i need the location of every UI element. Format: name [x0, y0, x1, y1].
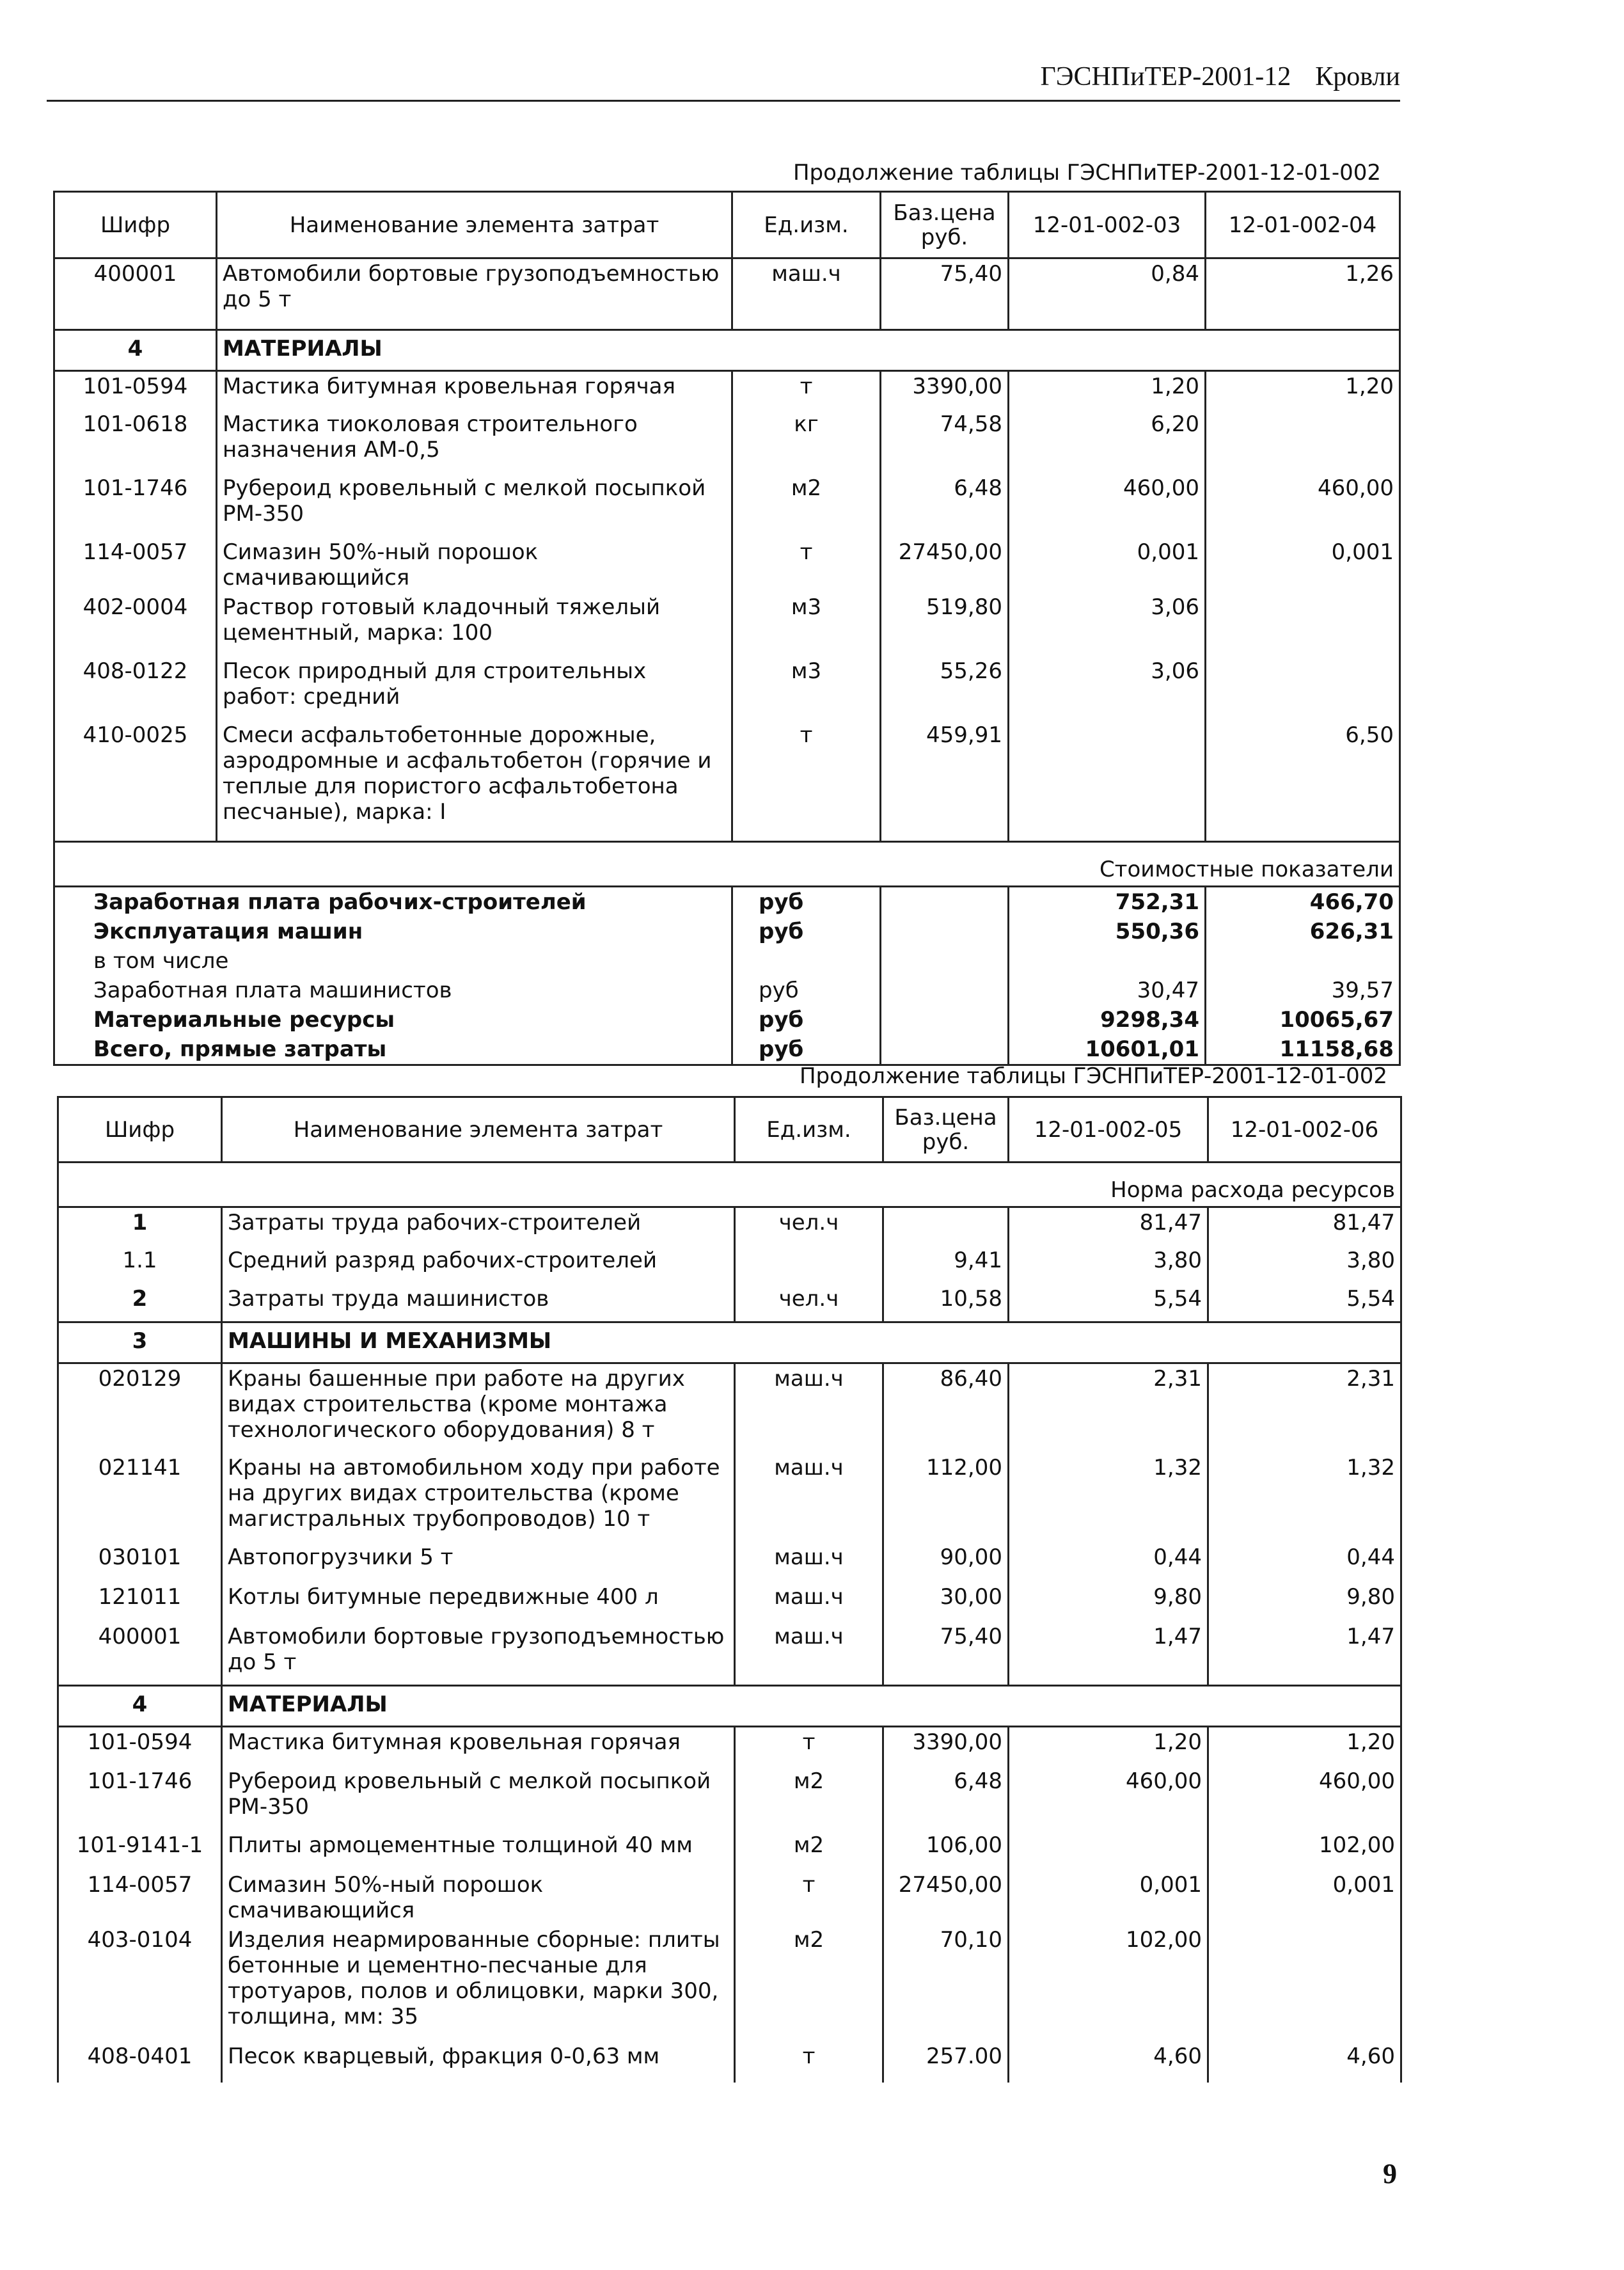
cost-label: Эксплуатация машин: [54, 917, 732, 946]
col-header: Баз.цена руб.: [881, 192, 1009, 258]
section-title: МАТЕРИАЛЫ: [217, 330, 1400, 371]
table-row: [54, 371, 1400, 409]
unit-cell: маш.ч: [735, 1543, 883, 1582]
name-cell: Рубероид кровельный с мелкой посыпкой РМ-350: [217, 473, 732, 537]
name-cell: Автопогрузчики 5 т: [222, 1543, 735, 1582]
cost-value: 10065,67: [1206, 1005, 1400, 1035]
table-row: [58, 1246, 1401, 1284]
price-cell: 70,10: [883, 1925, 1009, 2042]
cost-empty: [881, 917, 1009, 946]
value-cell: 1,32: [1009, 1453, 1208, 1543]
cost-row: [54, 887, 1400, 917]
cost-unit: [732, 946, 881, 976]
value-cell: [1208, 1925, 1401, 2042]
cost-row: [54, 1005, 1400, 1035]
cost-empty: [881, 946, 1009, 976]
value-cell: [1009, 720, 1206, 842]
value-cell: 1,47: [1009, 1622, 1208, 1686]
price-cell: 6,48: [881, 473, 1009, 537]
name-cell: Затраты труда машинистов: [222, 1284, 735, 1322]
unit-cell: т: [732, 720, 881, 842]
name-cell: Мастика битумная кровельная горячая: [217, 371, 732, 409]
price-cell: 459,91: [881, 720, 1009, 842]
value-cell: 5,54: [1009, 1284, 1208, 1322]
code-cell: 030101: [58, 1543, 222, 1582]
value-cell: 81,47: [1208, 1207, 1401, 1246]
code-cell: 1: [58, 1207, 222, 1246]
section-row: [58, 1322, 1401, 1363]
table-row: [54, 592, 1400, 656]
unit-cell: маш.ч: [735, 1582, 883, 1622]
price-cell: 6,48: [883, 1766, 1009, 1830]
value-cell: 2,31: [1009, 1363, 1208, 1453]
table-row: [58, 1727, 1401, 1766]
code-cell: 400001: [58, 1622, 222, 1686]
table-row: [54, 409, 1400, 473]
unit-cell: м2: [735, 1766, 883, 1830]
value-cell: 1,26: [1206, 258, 1400, 330]
cost-value: 10601,01: [1009, 1035, 1206, 1065]
section-number: 4: [58, 1686, 222, 1727]
cost-label: Всего, прямые затраты: [54, 1035, 732, 1065]
unit-cell: т: [732, 537, 881, 592]
name-cell: Котлы битумные передвижные 400 л: [222, 1582, 735, 1622]
value-cell: 0,001: [1009, 537, 1206, 592]
table-row: [58, 1207, 1401, 1246]
name-cell: Краны башенные при работе на других видах строительства (кроме монтажа технологического оборудования) 8 т: [222, 1363, 735, 1453]
unit-cell: м2: [735, 1830, 883, 1870]
price-cell: 257.00: [883, 2042, 1009, 2083]
unit-cell: м3: [732, 656, 881, 720]
value-cell: 1,32: [1208, 1453, 1401, 1543]
price-cell: 75,40: [883, 1622, 1009, 1686]
price-cell: 27450,00: [883, 1870, 1009, 1925]
code-cell: 400001: [54, 258, 217, 330]
table-row: [58, 1830, 1401, 1870]
section-number: 3: [58, 1322, 222, 1363]
value-cell: 3,06: [1009, 592, 1206, 656]
running-header: [1040, 61, 1400, 92]
cost-empty: [881, 976, 1009, 1005]
value-cell: 1,20: [1208, 1727, 1401, 1766]
name-cell: Затраты труда рабочих-строителей: [222, 1207, 735, 1246]
table-row: [54, 720, 1400, 842]
value-cell: 0,001: [1206, 537, 1400, 592]
table1-header: [54, 192, 1400, 258]
col-header: Шифр: [54, 192, 217, 258]
cost-value: 550,36: [1009, 917, 1206, 946]
cost-value: 30,47: [1009, 976, 1206, 1005]
value-cell: 6,50: [1206, 720, 1400, 842]
cost-empty: [881, 1005, 1009, 1035]
cost-label: в том числе: [54, 946, 732, 976]
cost-empty: [881, 887, 1009, 917]
code-cell: 101-0594: [54, 371, 217, 409]
name-cell: Мастика битумная кровельная горячая: [222, 1727, 735, 1766]
name-cell: Плиты армоцементные толщиной 40 мм: [222, 1830, 735, 1870]
unit-cell: чел.ч: [735, 1207, 883, 1246]
unit-cell: т: [735, 2042, 883, 2083]
unit-cell: чел.ч: [735, 1284, 883, 1322]
col-header: Баз.цена руб.: [883, 1097, 1009, 1163]
table-row: [54, 258, 1400, 330]
name-cell: Рубероид кровельный с мелкой посыпкой РМ-350: [222, 1766, 735, 1830]
unit-cell: м2: [732, 473, 881, 537]
norm-title-row-text: Норма расхода ресурсов: [58, 1163, 1401, 1207]
col-header: 12-01-002-04: [1206, 192, 1400, 258]
code-cell: 114-0057: [54, 537, 217, 592]
table-row: [58, 1453, 1401, 1543]
cost-value: 466,70: [1206, 887, 1400, 917]
unit-cell: маш.ч: [732, 258, 881, 330]
section-row: [58, 1686, 1401, 1727]
name-cell: Автомобили бортовые грузоподъемностью до 5 т: [222, 1622, 735, 1686]
cost-label: Заработная плата рабочих-строителей: [54, 887, 732, 917]
value-cell: 1,20: [1009, 1727, 1208, 1766]
name-cell: Симазин 50%-ный порошок смачивающийся: [222, 1870, 735, 1925]
price-cell: 74,58: [881, 409, 1009, 473]
value-cell: 3,80: [1009, 1246, 1208, 1284]
table2-header: [58, 1097, 1401, 1163]
col-header: Ед.изм.: [732, 192, 881, 258]
cost-label: Материальные ресурсы: [54, 1005, 732, 1035]
cost-row: [54, 976, 1400, 1005]
value-cell: 4,60: [1208, 2042, 1401, 2083]
code-cell: 402-0004: [54, 592, 217, 656]
table-row: [54, 656, 1400, 720]
section-title: МАТЕРИАЛЫ: [222, 1686, 1401, 1727]
value-cell: 2,31: [1208, 1363, 1401, 1453]
price-cell: 27450,00: [881, 537, 1009, 592]
cost-title-row-text: Стоимостные показатели: [54, 842, 1400, 887]
value-cell: 81,47: [1009, 1207, 1208, 1246]
cost-empty: [881, 1035, 1009, 1065]
value-cell: 6,20: [1009, 409, 1206, 473]
code-cell: 408-0122: [54, 656, 217, 720]
header-rule: [47, 100, 1400, 102]
cost-row: [54, 946, 1400, 976]
col-header: Наименование элемента затрат: [222, 1097, 735, 1163]
price-cell: 55,26: [881, 656, 1009, 720]
value-cell: 3,80: [1208, 1246, 1401, 1284]
price-cell: 30,00: [883, 1582, 1009, 1622]
code-cell: 403-0104: [58, 1925, 222, 2042]
cost-value: 9298,34: [1009, 1005, 1206, 1035]
value-cell: 3,06: [1009, 656, 1206, 720]
price-cell: 86,40: [883, 1363, 1009, 1453]
cost-value: 39,57: [1206, 976, 1400, 1005]
value-cell: 0,44: [1009, 1543, 1208, 1582]
cost-value: 752,31: [1009, 887, 1206, 917]
value-cell: [1206, 409, 1400, 473]
value-cell: [1009, 1830, 1208, 1870]
price-cell: 112,00: [883, 1453, 1009, 1543]
value-cell: 460,00: [1206, 473, 1400, 537]
price-cell: 106,00: [883, 1830, 1009, 1870]
table-row: [58, 1622, 1401, 1686]
table-row: [58, 1284, 1401, 1322]
value-cell: 1,47: [1208, 1622, 1401, 1686]
price-cell: [883, 1207, 1009, 1246]
cost-unit: руб: [732, 917, 881, 946]
table-row: [58, 1766, 1401, 1830]
unit-cell: м3: [732, 592, 881, 656]
value-cell: 1,20: [1009, 371, 1206, 409]
code-cell: 101-1746: [54, 473, 217, 537]
code-cell: 2: [58, 1284, 222, 1322]
unit-cell: маш.ч: [735, 1363, 883, 1453]
col-header: Шифр: [58, 1097, 222, 1163]
table1: [53, 191, 1401, 1066]
col-header: 12-01-002-03: [1009, 192, 1206, 258]
unit-cell: маш.ч: [735, 1622, 883, 1686]
cost-row: [54, 1035, 1400, 1065]
table-row: [54, 473, 1400, 537]
cost-label: Заработная плата машинистов: [54, 976, 732, 1005]
table1-caption: Продолжение таблицы ГЭСНПиТЕР-2001-12-01-002: [792, 160, 1381, 186]
name-cell: Изделия неармированные сборные: плиты бетонные и цементно-песчаные для тротуаров, полов и облицовки, марки 300, толщина, мм: 35: [222, 1925, 735, 2042]
header-code: ГЭСНПиТЕР-2001-12: [1040, 62, 1291, 91]
unit-cell: кг: [732, 409, 881, 473]
cost-value: 11158,68: [1206, 1035, 1400, 1065]
price-cell: 3390,00: [883, 1727, 1009, 1766]
table2-caption: Продолжение таблицы ГЭСНПиТЕР-2001-12-01-002: [799, 1063, 1387, 1089]
cost-unit: руб: [732, 976, 881, 1005]
code-cell: 408-0401: [58, 2042, 222, 2083]
unit-cell: [735, 1246, 883, 1284]
unit-cell: маш.ч: [735, 1453, 883, 1543]
price-cell: 9,41: [883, 1246, 1009, 1284]
col-header: 12-01-002-05: [1009, 1097, 1208, 1163]
code-cell: 101-0594: [58, 1727, 222, 1766]
col-header: 12-01-002-06: [1208, 1097, 1401, 1163]
code-cell: 021141: [58, 1453, 222, 1543]
value-cell: 460,00: [1009, 1766, 1208, 1830]
value-cell: 0,001: [1208, 1870, 1401, 1925]
name-cell: Песок кварцевый, фракция 0-0,63 мм: [222, 2042, 735, 2083]
value-cell: 5,54: [1208, 1284, 1401, 1322]
code-cell: 101-1746: [58, 1766, 222, 1830]
name-cell: Средний разряд рабочих-строителей: [222, 1246, 735, 1284]
name-cell: Симазин 50%-ный порошок смачивающийся: [217, 537, 732, 592]
value-cell: 4,60: [1009, 2042, 1208, 2083]
table-row: [58, 1543, 1401, 1582]
value-cell: [1206, 592, 1400, 656]
value-cell: 460,00: [1009, 473, 1206, 537]
cost-value: [1009, 946, 1206, 976]
code-cell: 410-0025: [54, 720, 217, 842]
code-cell: 121011: [58, 1582, 222, 1622]
section-title: МАШИНЫ И МЕХАНИЗМЫ: [222, 1322, 1401, 1363]
value-cell: 102,00: [1208, 1830, 1401, 1870]
cost-unit: руб: [732, 887, 881, 917]
table-row: [54, 537, 1400, 592]
code-cell: 020129: [58, 1363, 222, 1453]
section-number: 4: [54, 330, 217, 371]
price-cell: 519,80: [881, 592, 1009, 656]
value-cell: 9,80: [1208, 1582, 1401, 1622]
code-cell: 114-0057: [58, 1870, 222, 1925]
name-cell: Краны на автомобильном ходу при работе на других видах строительства (кроме магистральных трубопроводов) 10 т: [222, 1453, 735, 1543]
price-cell: 90,00: [883, 1543, 1009, 1582]
cost-title-row: [54, 842, 1400, 887]
table-row: [58, 1363, 1401, 1453]
table-row: [58, 2042, 1401, 2083]
price-cell: 10,58: [883, 1284, 1009, 1322]
value-cell: 0,44: [1208, 1543, 1401, 1582]
code-cell: 101-9141-1: [58, 1830, 222, 1870]
name-cell: Мастика тиоколовая строительного назначения АМ-0,5: [217, 409, 732, 473]
price-cell: 75,40: [881, 258, 1009, 330]
cost-unit: руб: [732, 1005, 881, 1035]
value-cell: 0,001: [1009, 1870, 1208, 1925]
cost-unit: руб: [732, 1035, 881, 1065]
unit-cell: т: [732, 371, 881, 409]
norm-title-row: [58, 1163, 1401, 1207]
code-cell: 1.1: [58, 1246, 222, 1284]
unit-cell: т: [735, 1870, 883, 1925]
col-header: Ед.изм.: [735, 1097, 883, 1163]
name-cell: Песок природный для строительных работ: средний: [217, 656, 732, 720]
table2: [57, 1096, 1402, 2083]
name-cell: Автомобили бортовые грузоподъемностью до 5 т: [217, 258, 732, 330]
name-cell: Раствор готовый кладочный тяжелый цементный, марка: 100: [217, 592, 732, 656]
cost-value: [1206, 946, 1400, 976]
value-cell: 460,00: [1208, 1766, 1401, 1830]
price-cell: 3390,00: [881, 371, 1009, 409]
unit-cell: т: [735, 1727, 883, 1766]
value-cell: [1206, 656, 1400, 720]
col-header: Наименование элемента затрат: [217, 192, 732, 258]
name-cell: Смеси асфальтобетонные дорожные, аэродромные и асфальтобетон (горячие и теплые для пористого асфальтобетона песчаные), марка: I: [217, 720, 732, 842]
code-cell: 101-0618: [54, 409, 217, 473]
value-cell: 9,80: [1009, 1582, 1208, 1622]
page-number: 9: [1383, 2158, 1397, 2189]
cost-value: 626,31: [1206, 917, 1400, 946]
cost-row: [54, 917, 1400, 946]
section-row: [54, 330, 1400, 371]
table-row: [58, 1870, 1401, 1925]
table-row: [58, 1582, 1401, 1622]
value-cell: 0,84: [1009, 258, 1206, 330]
value-cell: 1,20: [1206, 371, 1400, 409]
unit-cell: м2: [735, 1925, 883, 2042]
table-row: [58, 1925, 1401, 2042]
value-cell: 102,00: [1009, 1925, 1208, 2042]
header-section: Кровли: [1315, 62, 1400, 91]
